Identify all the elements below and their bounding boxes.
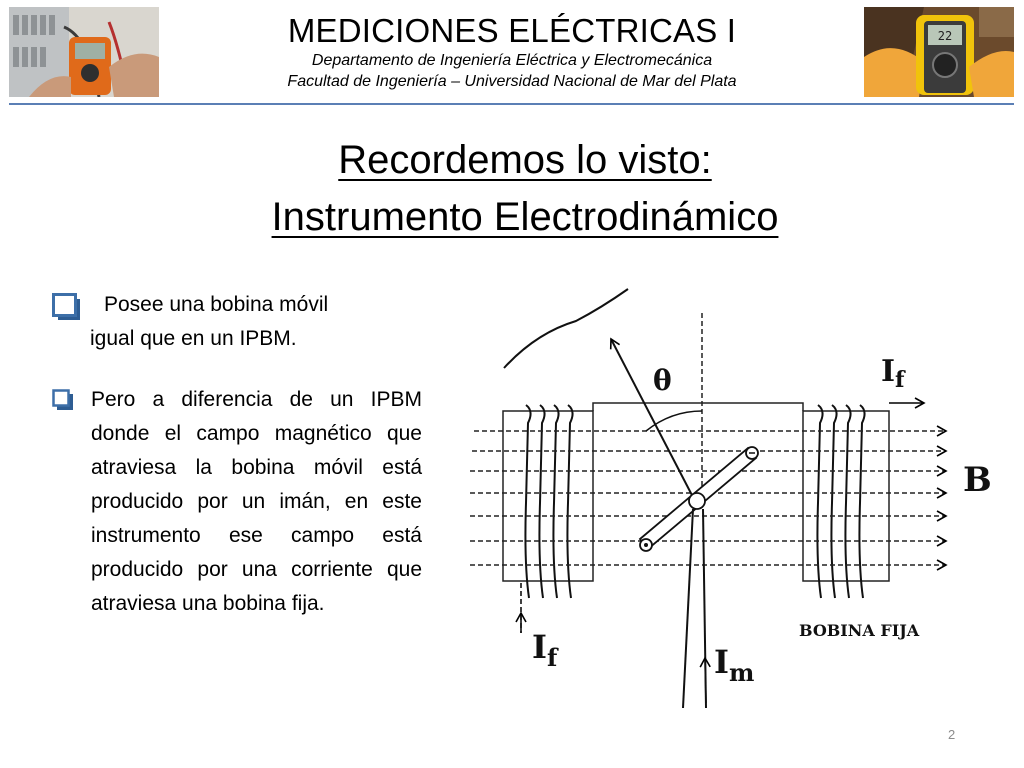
moving-coil: [640, 447, 758, 551]
slide-title-line-2: Instrumento Electrodinámico: [271, 195, 779, 239]
electrodynamic-instrument-diagram: [466, 283, 1006, 713]
faculty-line: Facultad de Ingeniería – Universidad Nacional de Mar del Plata: [287, 73, 737, 90]
im-label: $I_m$: [714, 643, 755, 687]
multimeter-reading: 22: [937, 29, 953, 43]
left-fixed-coil: [503, 411, 593, 581]
if-top-label: $I_f$: [881, 354, 905, 393]
slide-header: [0, 0, 1024, 108]
coil-connection: [593, 403, 803, 411]
page-number: 2: [948, 727, 956, 742]
theta-label: θ: [653, 364, 672, 397]
if-bottom-label: $I_f$: [532, 628, 558, 672]
b-field-label: B: [963, 460, 992, 500]
hollow-square-bullet-icon: [52, 293, 82, 321]
bullet-text-2: Pero a diferencia de un IPBM donde el campo magnético que atraviesa la bobina móvil está producido por un imán, en este instrumento ese campo está producido por una corriente que atraviesa una bobina fija.: [91, 388, 422, 615]
bullet-list: [52, 288, 422, 621]
im-arrow: [705, 658, 706, 703]
header-titles: [170, 0, 854, 92]
left-coil-windings: [525, 405, 572, 598]
im-lead-left: [683, 509, 693, 708]
bullet-item: [52, 288, 422, 356]
department-line: Departamento de Ingeniería Eléctrica y Electromecánica: [311, 52, 713, 69]
bullet-text-1b: igual que en un IPBM.: [90, 327, 297, 350]
header-divider: [9, 103, 1014, 105]
course-title: MEDICIONES ELÉCTRICAS I: [287, 12, 737, 49]
scale-arc: [504, 289, 628, 368]
slide-title: [140, 132, 910, 246]
hollow-square-bullet-icon: [52, 389, 73, 410]
bullet-item: [52, 383, 422, 621]
bullet-text-1a: Posee una bobina móvil: [104, 293, 329, 316]
fixed-coil-label: BOBINA FIJA: [799, 621, 920, 640]
multimeter-panel-photo: [9, 7, 159, 97]
right-coil-windings: [817, 405, 864, 598]
slide-title-line-1: Recordemos lo visto:: [338, 138, 712, 182]
multimeter-closeup-photo: [864, 7, 1014, 97]
